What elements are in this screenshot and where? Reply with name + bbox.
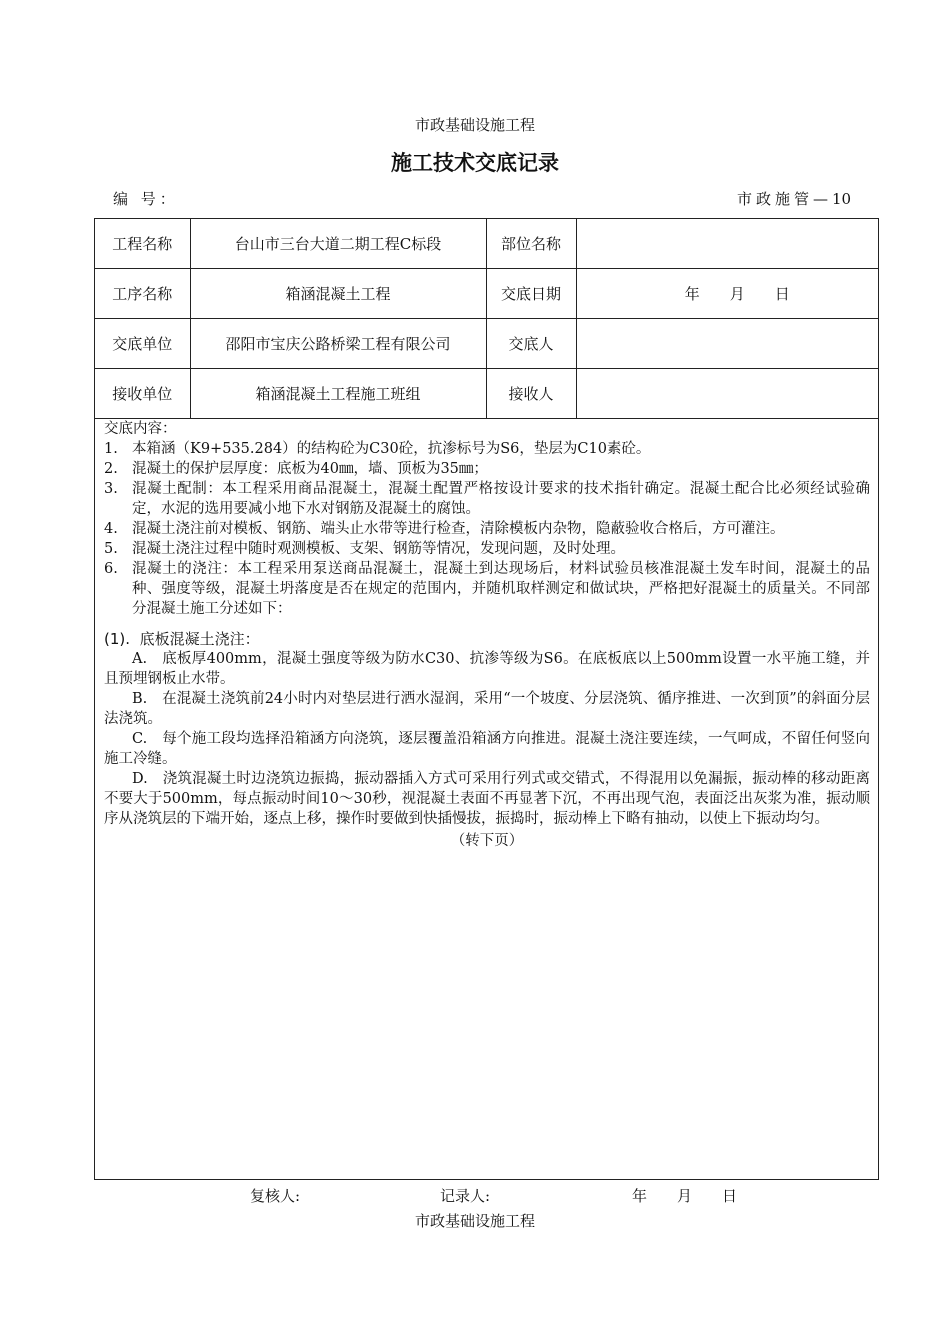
recorder-label: 记录人: xyxy=(440,1187,491,1205)
paragraph-a: A. 底板厚400mm，混凝土强度等级为防水C30、抗渗等级为S6。在底板底以上500mm设置一水平施工缝，并且预埋钢板止水带。 xyxy=(104,651,870,687)
process-label: 工序名称 xyxy=(95,269,190,319)
list-item xyxy=(104,539,870,559)
project-name-label: 工程名称 xyxy=(95,219,190,269)
part-name-value xyxy=(576,219,878,269)
unit-label: 交底单位 xyxy=(95,319,190,369)
unit-value: 邵阳市宝庆公路桥梁工程有限公司 xyxy=(190,319,486,369)
list-item xyxy=(104,519,870,539)
process-value: 箱涵混凝土工程 xyxy=(190,269,486,319)
item-number: 6. xyxy=(104,561,118,577)
person-label: 交底人 xyxy=(486,319,576,369)
header-org: 市政基础设施工程 xyxy=(414,116,535,134)
subsection-number: (1). xyxy=(104,630,131,648)
content-heading: 交底内容： xyxy=(104,421,177,437)
list-item xyxy=(104,459,870,479)
paragraph-b: B. 在混凝土浇筑前24小时内对垫层进行洒水湿润，采用“一个坡度、分层浇筑、循序推进、一次到顶”的斜面分层法浇筑。 xyxy=(104,691,870,727)
page-title: 施工技术交底记录 xyxy=(391,151,559,175)
subsection-title: 底板混凝土浇注： xyxy=(139,630,260,648)
receiver-unit-value: 箱涵混凝土工程施工班组 xyxy=(190,369,486,419)
footer-org: 市政基础设施工程 xyxy=(414,1212,535,1230)
paragraph-d: D. 浇筑混凝土时边浇筑边振捣，振动器插入方式可采用行列式或交错式，不得混用以免漏振，振动棒的移动距离不要大于500mm，每点振动时间10～30秒，视混凝土表面不再显著下沉，不再出现气泡，表面泛出灰浆为准，振动顺序从浇筑层的下端开始，逐点上移，操作时要做到快插慢拔，振捣时，振动棒上下略有抽动，以使上下振动均匀。 xyxy=(104,771,870,827)
table-row xyxy=(95,369,878,419)
footer-date: 年 月 日 xyxy=(632,1187,738,1205)
list-item xyxy=(104,559,870,619)
item-number: 2. xyxy=(104,461,118,477)
item-text: 混凝土浇注前对模板、钢筋、端头止水带等进行检查，清除模板内杂物，隐蔽验收合格后，方可灌注。 xyxy=(132,521,785,537)
paragraph-c: C. 每个施工段均选择沿箱涵方向浇筑，逐层覆盖沿箱涵方向推进。混凝土浇注要连续，一气呵成，不留任何竖向施工冷缝。 xyxy=(104,731,870,767)
info-table xyxy=(95,219,878,419)
form-code-prefix: 市政施管— xyxy=(737,190,833,208)
table-row xyxy=(95,269,878,319)
person-value xyxy=(576,319,878,369)
item-text: 本箱涵（K9+535.284）的结构砼为C30砼，抗渗标号为S6，垫层为C10素砼。 xyxy=(132,441,651,457)
receiver-unit-label: 接收单位 xyxy=(95,369,190,419)
part-name-label: 部位名称 xyxy=(486,219,576,269)
list-item xyxy=(104,439,870,459)
table-row xyxy=(95,219,878,269)
content-section xyxy=(95,419,878,851)
record-frame xyxy=(94,218,879,1180)
reviewer-label: 复核人: xyxy=(250,1187,301,1205)
turn-page-note: （转下页） xyxy=(450,833,524,849)
form-code-number: 10 xyxy=(832,190,852,208)
item-number: 5. xyxy=(104,541,118,557)
list-item xyxy=(104,479,870,519)
item-text: 混凝土的保护层厚度：底板为40㎜，墙、顶板为35㎜； xyxy=(132,461,488,477)
subsection-heading xyxy=(104,629,870,649)
receiver-label: 接收人 xyxy=(486,369,576,419)
item-text: 混凝土浇注过程中随时观测模板、支架、钢筋等情况，发现问题，及时处理。 xyxy=(132,541,625,557)
date-label: 交底日期 xyxy=(486,269,576,319)
item-text: 混凝土配制：本工程采用商品混凝土，混凝土配置严格按设计要求的技术指针确定。混凝土配合比必须经试验确定，水泥的选用要减小地下水对钢筋及混凝土的腐蚀。 xyxy=(132,481,870,517)
project-name-value: 台山市三台大道二期工程C标段 xyxy=(190,219,486,269)
receiver-value xyxy=(576,369,878,419)
form-code xyxy=(737,188,851,209)
date-value: 年 月 日 xyxy=(576,269,878,319)
item-number: 4. xyxy=(104,521,118,537)
item-text: 混凝土的浇注：本工程采用泵送商品混凝土，混凝土到达现场后，材料试验员核准混凝土发车时间，混凝土的品种、强度等级，混凝土坍落度是否在规定的范围内，并随机取样测定和做试块，严格把好混凝土的质量关。不同部分混凝土施工分述如下： xyxy=(132,561,870,617)
doc-number-label: 编 号： xyxy=(113,190,179,208)
table-row xyxy=(95,319,878,369)
item-number: 3. xyxy=(104,481,118,497)
item-number: 1. xyxy=(104,441,118,457)
